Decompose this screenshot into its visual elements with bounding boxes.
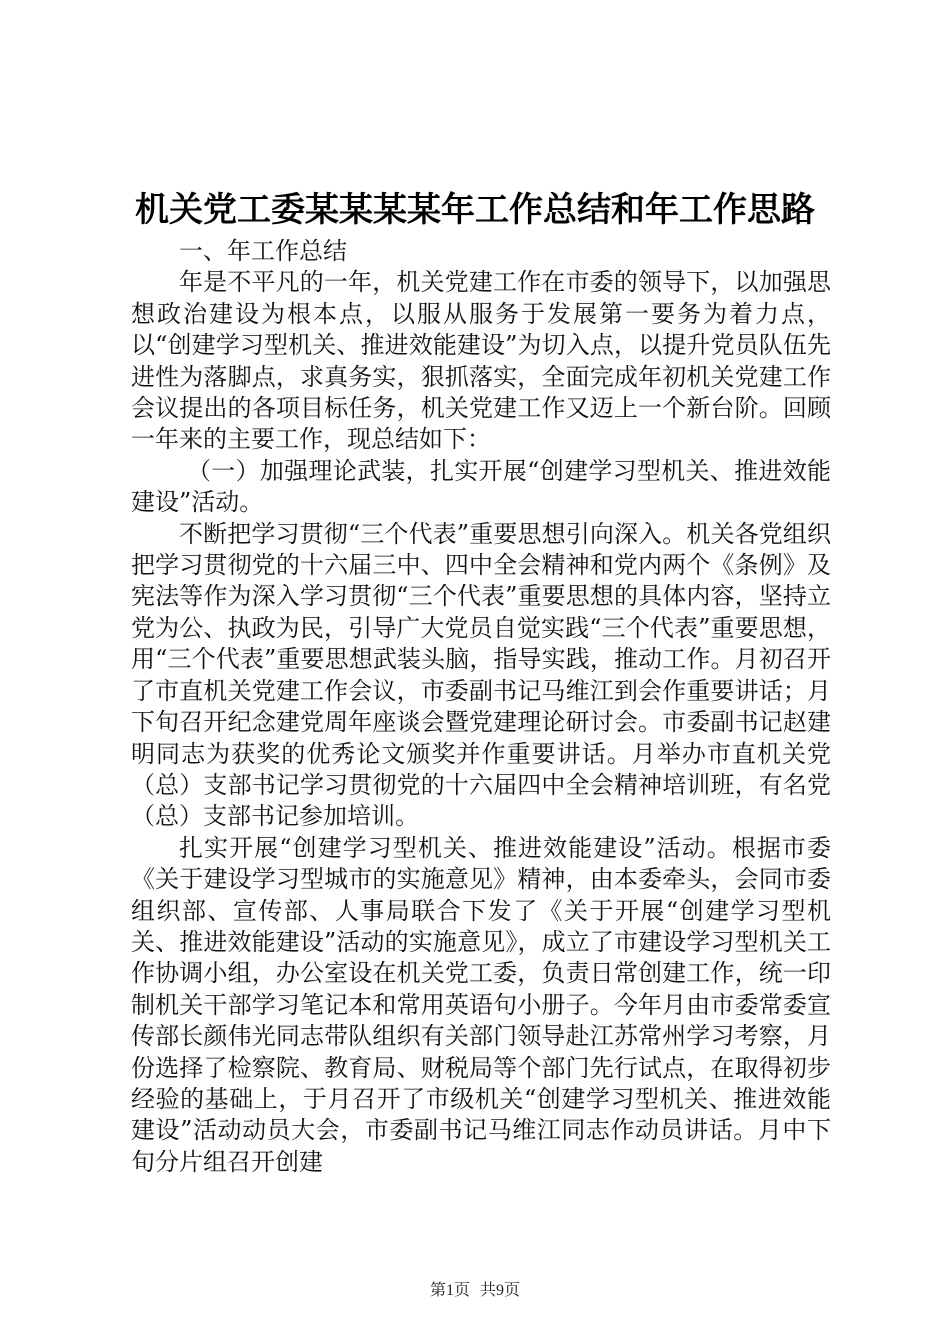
page-number: 第1页	[429, 1282, 470, 1299]
subsection-heading: （一）加强理论武装，扎实开展“创建学习型机关、推进效能建设”活动。	[131, 456, 831, 517]
paragraph: 不断把学习贯彻“三个代表”重要思想引向深入。机关各党组织把学习贯彻党的十六届三中、四中全会精神和党内两个《条例》及宪法等作为深入学习贯彻“三个代表”重要思想的具体内容，坚持立党为公、执政为民，引导广大党员自觉实践“三个代表”重要思想，用“三个代表”重要思想武装头脑，指导实践，推动工作。月初召开了市直机关党建工作会议，市委副书记马维江到会作重要讲话；月下旬召开纪念建党周年座谈会暨党建理论研讨会。市委副书记赵建明同志为获奖的优秀论文颁奖并作重要讲话。月举办市直机关党（总）支部书记学习贯彻党的十六届四中全会精神培训班，有名党（总）支部书记参加培训。	[131, 519, 831, 831]
document-body	[131, 236, 831, 1178]
section-heading: 一、年工作总结	[179, 237, 347, 265]
page-total: 共9页	[480, 1282, 521, 1299]
paragraph: 扎实开展“创建学习型机关、推进效能建设”活动。根据市委《关于建设学习型城市的实施意见》精神，由本委牵头，会同市委组织部、宣传部、人事局联合下发了《关于开展“创建学习型机关、推进效能建设”活动的实施意见》，成立了市建设学习型机关工作协调小组，办公室设在机关党工委，负责日常创建工作，统一印制机关干部学习笔记本和常用英语句小册子。今年月由市委常委宣传部长颜伟光同志带队组织有关部门领导赴江苏常州学习考察，月份选择了检察院、教育局、财税局等个部门先行试点，在取得初步经验的基础上，于月召开了市级机关“创建学习型机关、推进效能建设”活动动员大会，市委副书记马维江同志作动员讲话。月中下旬分片组召开创建	[131, 833, 831, 1176]
document-title: 机关党工委某某某某年工作总结和年工作思路	[135, 190, 815, 230]
paragraph: 年是不平凡的一年，机关党建工作在市委的领导下，以加强思想政治建设为根本点，以服从服务于发展第一要务为着力点，以“创建学习型机关、推进效能建设”为切入点，以提升党员队伍先进性为落脚点，求真务实，狠抓落实，全面完成年初机关党建工作会议提出的各项目标任务，机关党建工作又迈上一个新台阶。回顾一年来的主要工作，现总结如下：	[131, 268, 831, 454]
page-footer	[0, 1277, 950, 1300]
